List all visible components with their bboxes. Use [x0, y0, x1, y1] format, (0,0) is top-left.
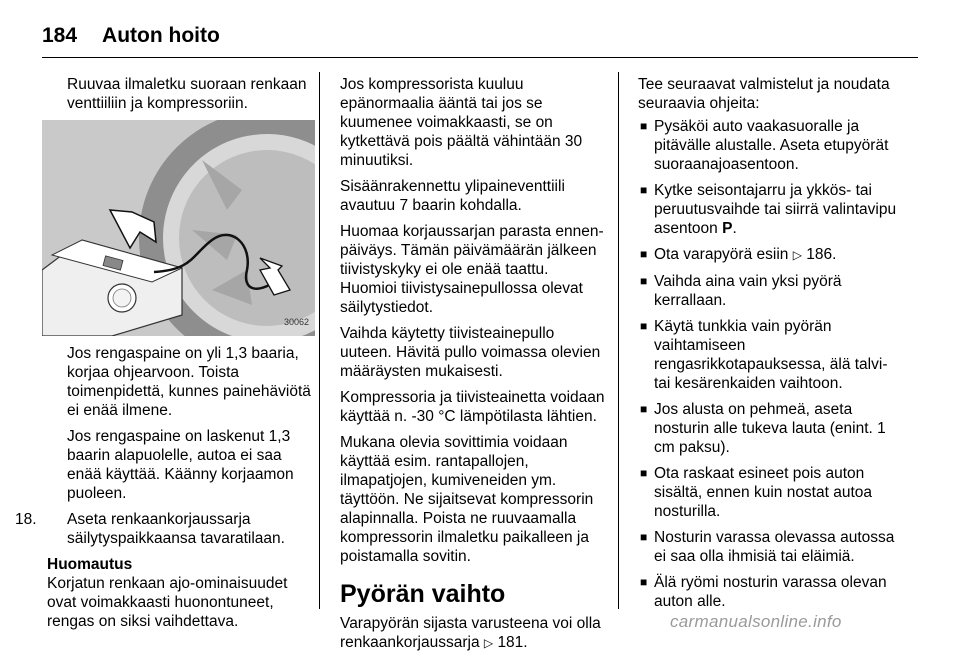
temperature-text: Kompressoria ja tiivisteainetta voidaan käyttää n. -30 °C lämpötilasta lähtien.: [340, 389, 605, 425]
page-number: 184: [42, 24, 78, 47]
adapters-text: Mukana olevia sovittimia voidaan käyttää esim. rantapallojen, ilmapatjojen, kumiveneiden ym. täyttöön. Ne sijaitsevat kompressorin alapinnalla. Poista ne ruuvaamalla kompressorin ilmaletku paikalleen ja poistamalla sovitin.: [340, 434, 594, 565]
bullet-icon: ■: [640, 575, 648, 589]
step-18: [15, 510, 311, 548]
bullet-icon: ■: [640, 183, 648, 197]
note-text: Korjatun renkaan ajo-ominaisuudet ovat voimakkaasti huonontuneet, rengas on siksi vaihdettava.: [47, 575, 288, 630]
column-divider-2: [618, 72, 619, 609]
page-ref-icon: ▷: [792, 248, 802, 262]
page-ref-icon: ▷: [483, 636, 494, 650]
spare-wheel-text: Varapyörän sijasta varusteena voi olla renkaankorjaussarja ▷ 181.: [340, 615, 601, 651]
best-before-text: Huomaa korjaussarjan parasta ennen-päiväys. Tämän päivämäärän jälkeen tiivistyskyky ei ole enää taattu. Huomioi tiivistysainepullossa olevat säilytystiedot.: [340, 223, 604, 316]
page-header: [42, 16, 220, 56]
bullet-icon: ■: [640, 119, 648, 133]
pressure-low-text: Jos rengaspaine on laskenut 1,3 baarin alapuolelle, autoa ei saa enää käyttää. Käänny korjaamon puoleen.: [67, 428, 294, 502]
compressor-diagram: [42, 120, 315, 336]
list-item: ■ Jos alusta on pehmeä, aseta nosturin alle tukeva lauta (enint. 1 cm paksu).: [640, 401, 886, 456]
note-title: Huomautus: [47, 556, 133, 573]
intro-text: Ruuvaa ilmaletku suoraan renkaan venttiiliin ja kompressoriin.: [67, 76, 307, 112]
note: [47, 555, 311, 631]
preparation-intro: Tee seuraavat valmistelut ja noudata seuraavia ohjeita:: [638, 76, 890, 112]
page-ref-link[interactable]: 181.: [497, 634, 528, 651]
page-ref-link[interactable]: 186.: [806, 246, 837, 263]
bullet-icon: ■: [640, 530, 648, 544]
watermark: carmanualsonline.info: [670, 612, 842, 631]
list-item: ■ Ota varapyörä esiin ▷ 186.: [640, 246, 837, 263]
section-title: Auton hoito: [102, 24, 220, 47]
step-number: 18.: [15, 511, 37, 528]
bullet-icon: ■: [640, 247, 648, 261]
relief-valve-text: Sisäänrakennettu ylipaineventtiili avautuu 7 baarin kohdalla.: [340, 178, 565, 214]
middle-column: [340, 75, 606, 660]
list-item: ■ Pysäköi auto vaakasuoralle ja pitävälle alustalle. Aseta etupyörät suoraanajoasentoon.: [640, 118, 889, 173]
bullet-icon: ■: [640, 274, 648, 288]
list-item: ■ Ota raskaat esineet pois auton sisältä, ennen kuin nostat autoa nosturilla.: [640, 465, 873, 520]
list-item: ■ Nosturin varassa olevassa autossa ei saa olla ihmisiä tai eläimiä.: [640, 529, 895, 565]
list-item: ■ Kytke seisontajarru ja ykkös- tai peruutusvaihde tai siirrä valintavipu asentoon P.: [640, 182, 897, 237]
right-column: [638, 75, 900, 618]
bullet-icon: ■: [640, 402, 648, 416]
step-text: Aseta renkaankorjaussarja säilytyspaikkaansa tavaratilaan.: [67, 511, 285, 547]
bullet-icon: ■: [640, 466, 648, 480]
pressure-high-text: Jos rengaspaine on yli 1,3 baaria, korjaa ohjearvoon. Toista toimenpidettä, kunnes painehäviötä ei enää ilmene.: [67, 345, 311, 419]
left-column: [15, 75, 311, 631]
replace-bottle-text: Vaihda käytetty tiivisteainepullo uuteen. Hävitä pullo voimassa olevien määräysten mukaisesti.: [340, 325, 601, 380]
compressor-illustration: [42, 120, 315, 336]
column-divider-1: [319, 72, 320, 609]
header-rule: [42, 57, 918, 58]
wheel-change-heading: Pyörän vaihto: [340, 580, 506, 608]
list-item: ■ Käytä tunkkia vain pyörän vaihtamiseen rengasrikkotapauksessa, älä talvi- tai kesärenkaiden vaihtoon.: [640, 318, 888, 392]
list-item: ■ Älä ryömi nosturin varassa olevan auton alle.: [640, 574, 887, 610]
list-item: ■ Vaihda aina vain yksi pyörä kerrallaan.: [640, 273, 842, 309]
compressor-overheat-text: Jos kompressorista kuuluu epänormaalia ääntä tai jos se kuumenee voimakkaasti, se on kytkettävä pois päältä vähintään 30 minuutiksi.: [340, 76, 583, 169]
figure-code: 30062: [283, 317, 309, 327]
instructions-list: [638, 117, 900, 611]
bullet-icon: ■: [640, 319, 648, 333]
